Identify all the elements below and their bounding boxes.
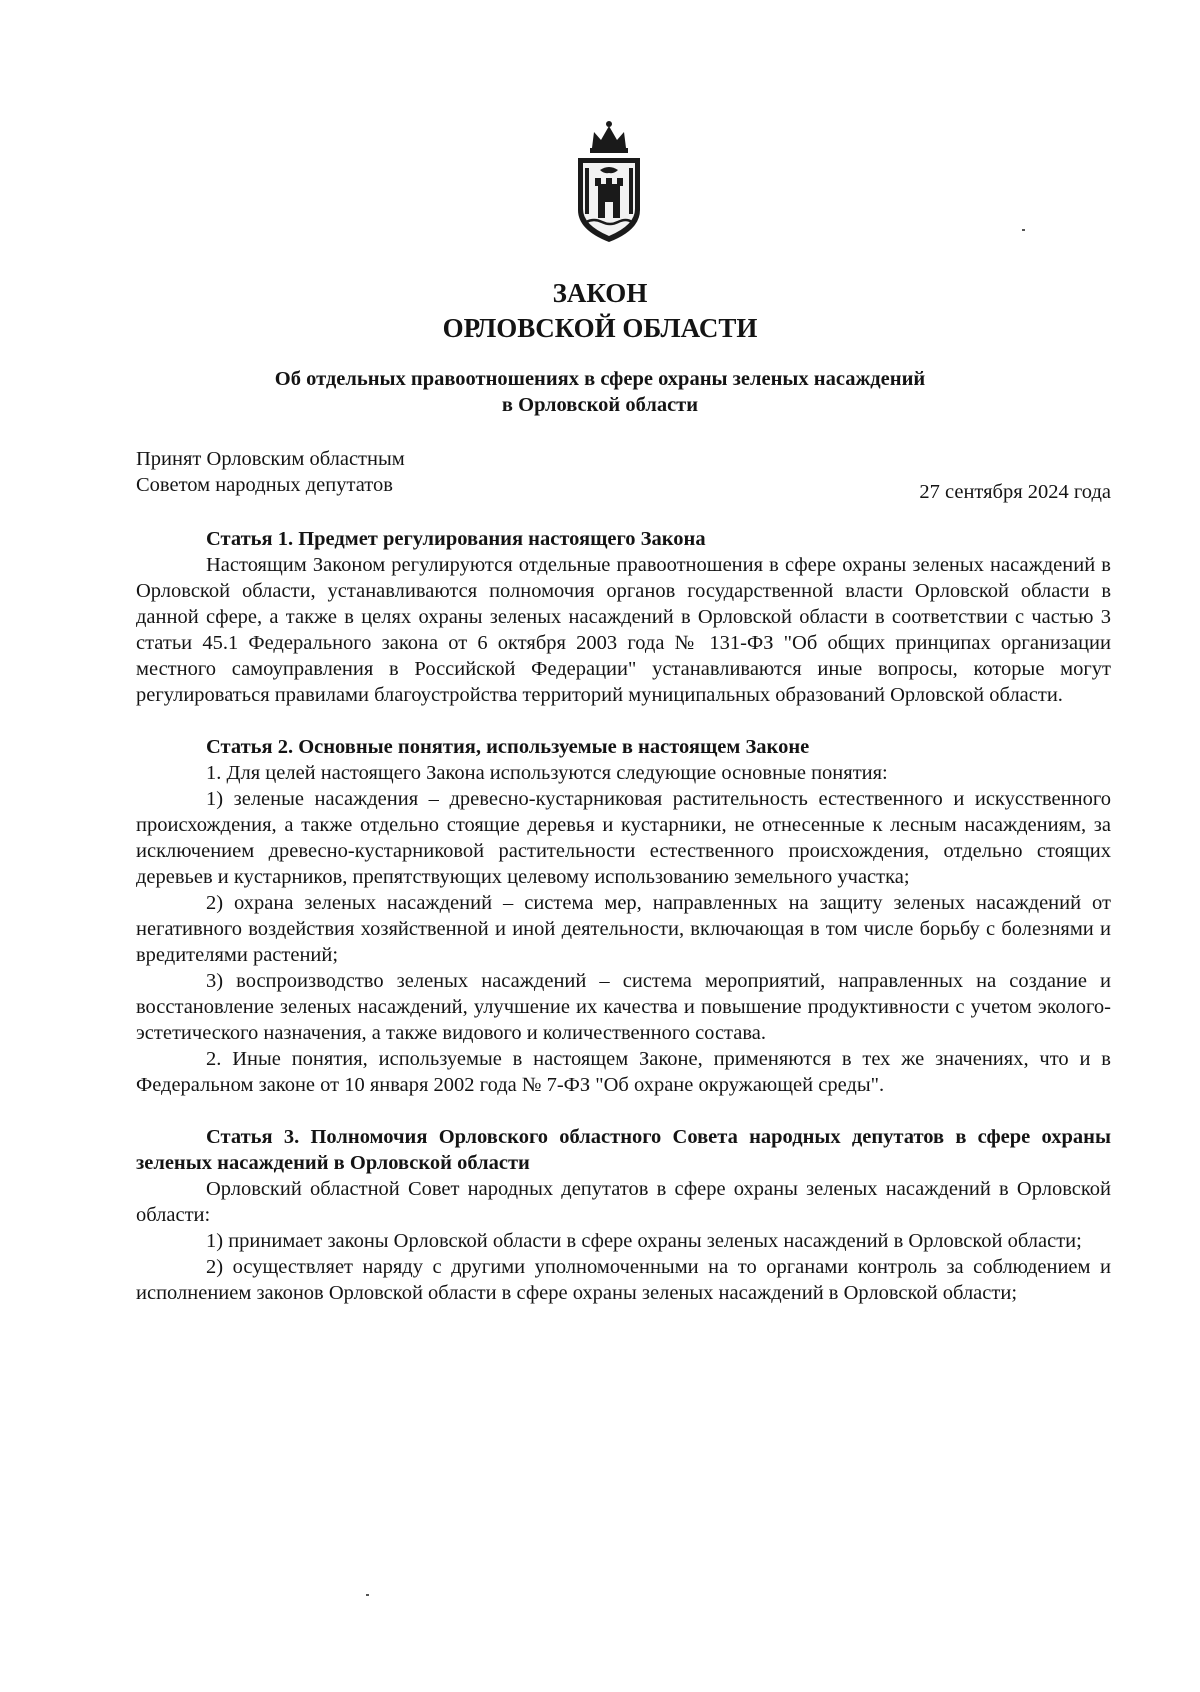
law-title: [0, 276, 1200, 346]
article-2: [136, 734, 1111, 1098]
scan-speck: [1022, 229, 1025, 231]
article-1: [136, 526, 1111, 708]
law-title-line-1: ЗАКОН: [552, 278, 648, 308]
article-3-paragraph: 2) осуществляет наряду с другими уполномоченными на то органами контроль за соблюдением и исполнением законов Орловской области в сфере охраны зеленых насаждений в Орловской области;: [136, 1256, 1111, 1304]
law-subtitle-line-2: в Орловской области: [501, 394, 699, 416]
article-2-paragraph: 2. Иные понятия, используемые в настоящем Законе, применяются в тех же значениях, что и в Федеральном законе от 10 января 2002 года № 7-ФЗ "Об охране окружающей среды".: [136, 1048, 1111, 1096]
law-subtitle-line-1: Об отдельных правоотношениях в сфере охраны зеленых насаждений: [274, 368, 926, 390]
article-2-heading: Статья 2. Основные понятия, используемые в настоящем Законе: [206, 736, 810, 758]
law-title-line-2: ОРЛОВСКОЙ ОБЛАСТИ: [442, 313, 758, 343]
article-3: [136, 1124, 1111, 1306]
article-2-paragraph: 1. Для целей настоящего Закона используются следующие основные понятия:: [206, 762, 888, 784]
law-body: [136, 526, 1111, 1306]
article-1-heading: Статья 1. Предмет регулирования настоящего Закона: [206, 528, 706, 550]
spacer: [136, 708, 1111, 734]
adoption-date: 27 сентября 2024 года: [919, 481, 1111, 503]
article-3-heading: Статья 3. Полномочия Орловского областного Совета народных депутатов в сфере охраны зеленых насаждений в Орловской области: [136, 1126, 1111, 1174]
article-3-paragraph: 1) принимает законы Орловской области в сфере охраны зеленых насаждений в Орловской области;: [206, 1230, 1082, 1252]
spacer: [136, 1098, 1111, 1124]
law-subtitle: [0, 366, 1200, 418]
scan-speck: [366, 1594, 369, 1596]
adoption-line-2: Советом народных депутатов: [136, 474, 393, 496]
article-3-paragraph: Орловский областной Совет народных депутатов в сфере охраны зеленых насаждений в Орловской области:: [136, 1178, 1111, 1226]
article-2-paragraph: 3) воспроизводство зеленых насаждений – система мероприятий, направленных на создание и восстановление зеленых насаждений, улучшение их качества и повышение продуктивности с учетом эколого-эстетического назначения, а также видового и количественного состава.: [136, 970, 1111, 1044]
adoption-block: [136, 446, 1111, 503]
article-2-paragraph: 1) зеленые насаждения – древесно-кустарниковая растительность естественного и искусственного происхождения, а также отдельно стоящие деревья и кустарники, не отнесенные к лесным насаждениям, за исключением древесно-кустарниковой растительности естественного происхождения, отдельно стоящих деревьев и кустарников, препятствующих целевому использованию земельного участка;: [136, 788, 1111, 888]
coat-of-arms-emblem: [570, 118, 648, 246]
article-2-paragraph: 2) охрана зеленых насаждений – система мер, направленных на защиту зеленых насаждений от негативного воздействия хозяйственной и иной деятельности, включающая в том числе борьбу с болезнями и вредителями растений;: [136, 892, 1111, 966]
article-1-paragraph: Настоящим Законом регулируются отдельные правоотношения в сфере охраны зеленых насаждений в Орловской области, устанавливаются полномочия органов государственной власти Орловской области в данной сфере, а также в целях охраны зеленых насаждений в Орловской области в соответствии с частью 3 статьи 45.1 Федерального закона от 6 октября 2003 года № 131-ФЗ "Об общих принципах организации местного самоуправления в Российской Федерации" устанавливаются иные вопросы, которые могут регулироваться правилами благоустройства территорий муниципальных образований Орловской области.: [136, 554, 1111, 706]
adoption-line-1: Принят Орловским областным: [136, 448, 405, 470]
